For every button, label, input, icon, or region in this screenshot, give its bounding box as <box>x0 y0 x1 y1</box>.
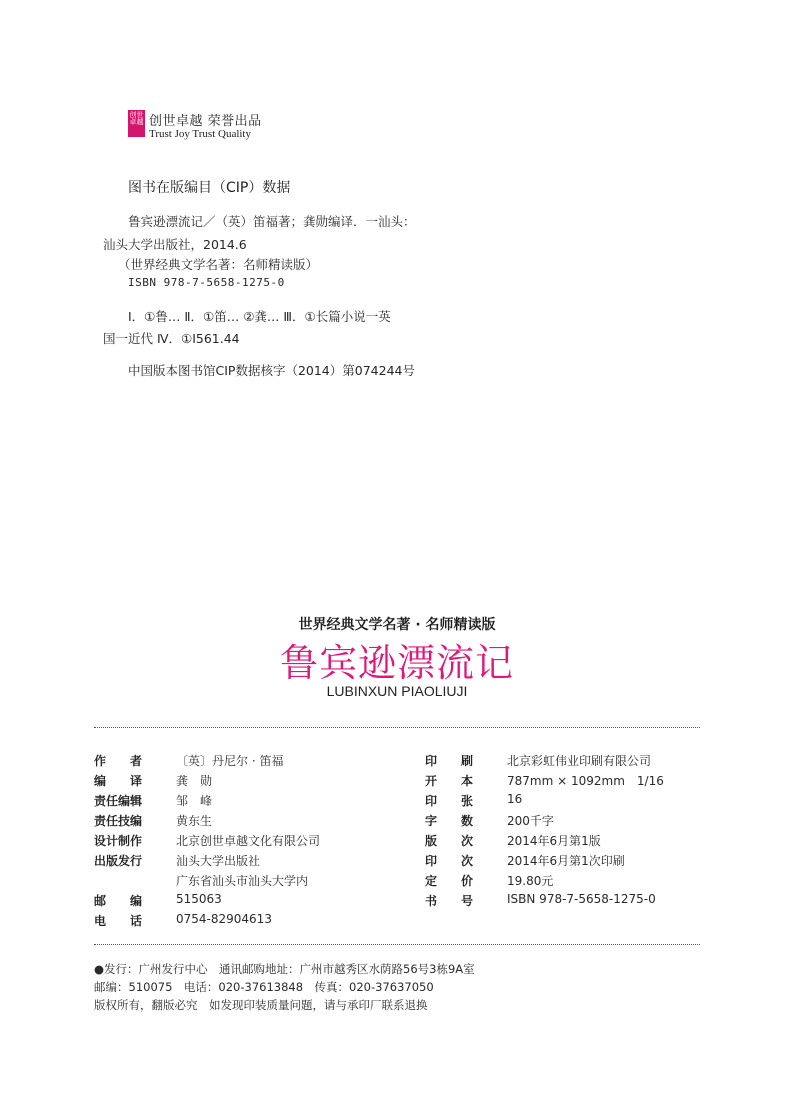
info-value: ISBN 978-7-5658-1275-0 <box>507 892 656 906</box>
info-value: 〔英〕丹尼尔 · 笛福 <box>176 754 284 768</box>
cip-line: 国一近代 Ⅳ．①I561.44 <box>103 331 240 346</box>
info-label: 印 张 <box>425 794 474 808</box>
info-label: 责任技编 <box>94 814 143 828</box>
cip-line: Ⅰ．①鲁… Ⅱ．①笛… ②龚… Ⅲ．①长篇小说一英 <box>128 309 391 324</box>
info-label: 字 数 <box>425 814 474 828</box>
info-label: 作 者 <box>94 754 143 768</box>
info-label: 定 价 <box>425 874 474 888</box>
distribution-info: ●发行：广州发行中心 通讯邮购地址：广州市越秀区水荫路56号3栋9A室 <box>94 962 475 976</box>
info-value: 2014年6月第1版 <box>507 834 601 848</box>
info-value: 龚 勋 <box>176 774 213 788</box>
brand-name-en: Trust Joy Trust Quality <box>149 128 251 140</box>
series-title: 世界经典文学名著 · 名师精读版 <box>298 617 496 633</box>
cip-registration: 中国版本图书馆CIP数据核字（2014）第074244号 <box>128 363 415 378</box>
info-value: 16 <box>507 792 523 806</box>
info-label: 印 次 <box>425 854 474 868</box>
cip-isbn: ISBN 978-7-5658-1275-0 <box>128 276 285 289</box>
info-label: 编 译 <box>94 774 143 788</box>
info-value: 北京彩虹伟业印刷有限公司 <box>507 754 652 768</box>
info-value: 19.80元 <box>507 874 554 888</box>
info-value: 0754-82904613 <box>176 912 272 926</box>
logo-text: 创世卓越 <box>129 111 144 126</box>
cip-heading: 图书在版编目（CIP）数据 <box>128 180 291 196</box>
copyright-notice: 版权所有，翻版必究 如发现印装质量问题，请与承印厂联系退换 <box>94 998 428 1012</box>
info-label: 邮 编 <box>94 894 143 908</box>
info-value: 515063 <box>176 892 222 906</box>
info-label: 电 话 <box>94 914 143 928</box>
info-value: 汕头大学出版社 <box>176 854 261 868</box>
book-title: 鲁宾逊漂流记 <box>279 641 514 685</box>
info-value: 广东省汕头市汕头大学内 <box>176 874 309 888</box>
divider-top <box>94 727 700 728</box>
publisher-logo <box>128 110 145 137</box>
brand-name-cn: 创世卓越 荣誉出品 <box>149 114 262 129</box>
info-value: 2014年6月第1次印刷 <box>507 854 625 868</box>
info-value: 北京创世卓越文化有限公司 <box>176 834 321 848</box>
contact-info: 邮编：510075 电话：020-37613848 传真：020-37637050 <box>94 980 434 994</box>
book-title-pinyin: LUBINXUN PIAOLIUJI <box>326 683 468 699</box>
cip-line: 汕头大学出版社，2014.6 <box>103 237 247 252</box>
info-label: 责任编辑 <box>94 794 143 808</box>
info-label: 印 刷 <box>425 754 474 768</box>
divider-bottom <box>94 944 700 945</box>
info-label: 开 本 <box>425 774 474 788</box>
info-label: 书 号 <box>425 894 474 908</box>
info-label: 出版发行 <box>94 854 143 868</box>
info-value: 200千字 <box>507 814 554 828</box>
cip-line: 鲁宾逊漂流记／（英）笛福著；龚勋编译．一汕头： <box>128 214 416 229</box>
info-value: 787mm × 1092mm 1/16 <box>507 774 664 788</box>
info-label: 设计制作 <box>94 834 143 848</box>
info-value: 邹 峰 <box>176 794 213 808</box>
info-label: 版 次 <box>425 834 474 848</box>
info-value: 黄东生 <box>176 814 213 828</box>
cip-line: （世界经典文学名著：名师精读版） <box>118 257 319 272</box>
